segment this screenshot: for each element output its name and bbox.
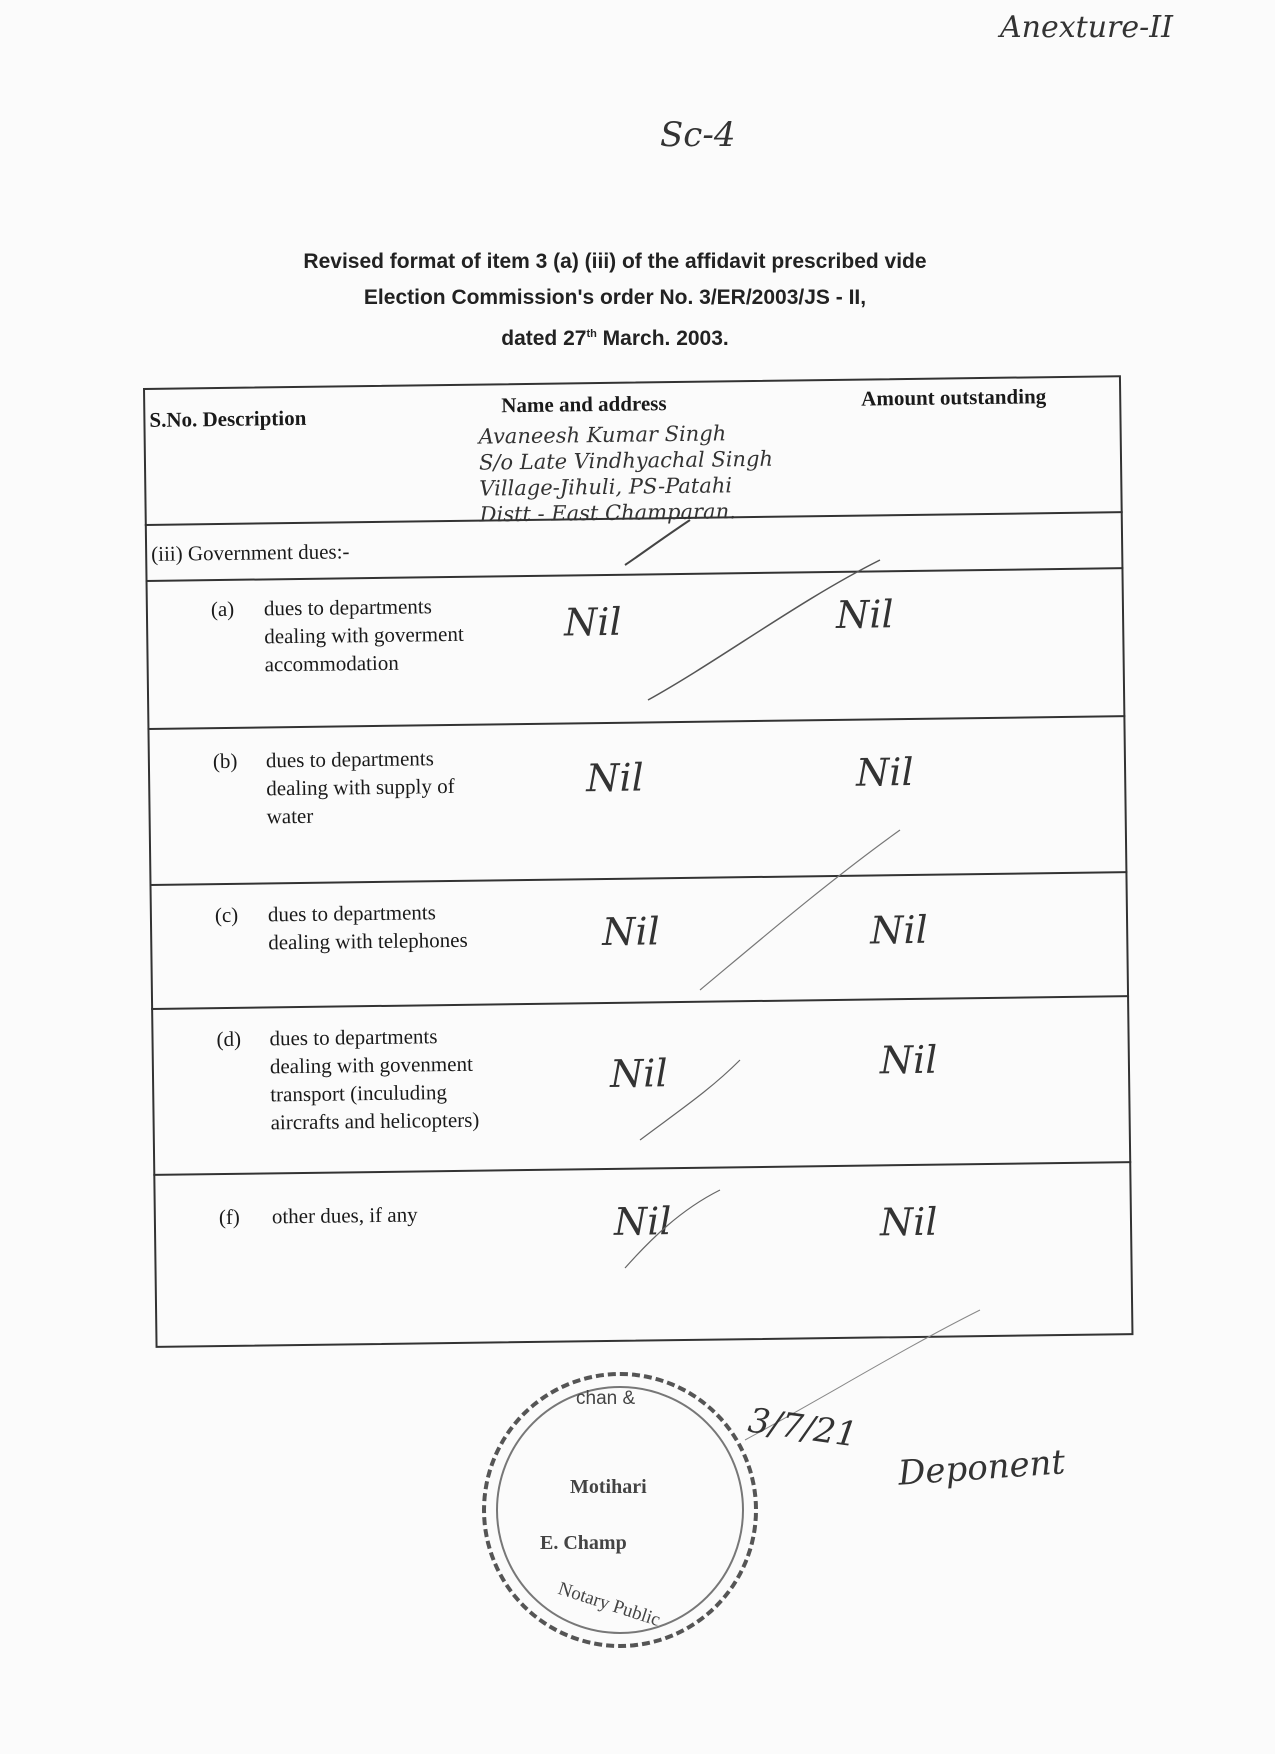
- initials: Sc-4: [660, 115, 736, 155]
- row-c-amount-value: Nil: [869, 907, 929, 953]
- pen-check-mark: [625, 520, 690, 565]
- header-sno-description: S.No. Description: [149, 405, 307, 432]
- deponent-signature: Deponent: [896, 1442, 1067, 1494]
- stamp-text-motihari: Motihari: [570, 1476, 647, 1498]
- row-f-description: other dues, if any: [271, 1202, 418, 1229]
- row-b-name-value: Nil: [585, 755, 644, 801]
- row-f-amount-value: Nil: [879, 1199, 938, 1245]
- row-b-amount-value: Nil: [855, 749, 914, 795]
- annexure-label: Anexture-II: [1000, 10, 1173, 45]
- row-a-name-value: Nil: [563, 599, 622, 645]
- row-c-label: (c): [214, 902, 239, 928]
- row-d-label: (d): [216, 1026, 242, 1052]
- row-a-description: dues to departments dealing with goverment accommodation: [263, 594, 464, 677]
- notary-stamp: [482, 1372, 758, 1648]
- row-c-name-value: Nil: [601, 909, 661, 955]
- row-f-name-value: Nil: [613, 1199, 672, 1244]
- stamp-text-top: chan &: [576, 1388, 636, 1409]
- row-b-description: dues to departments dealing with supply of water: [265, 746, 455, 829]
- name-address-entry: Avaneesh Kumar Singh S/o Late Vindhyachal Singh Village-Jihuli, PS-Patahi Distt - East Champaran.: [478, 421, 774, 527]
- header-amount-outstanding: Amount outstanding: [861, 384, 1047, 411]
- row-a-amount-value: Nil: [835, 592, 894, 637]
- pen-diagonal-stroke: [648, 560, 880, 700]
- pen-diagonal-stroke: [700, 830, 900, 990]
- signature-date: 3/7/21: [745, 1400, 860, 1456]
- pen-diagonal-stroke: [625, 1190, 720, 1268]
- row-d-amount-value: Nil: [879, 1037, 938, 1083]
- heading-line-2: Election Commission's order No. 3/ER/2003/JS - II,: [363, 286, 867, 309]
- row-c-description: dues to departments dealing with telephones: [267, 900, 468, 955]
- row-d-name-value: Nil: [609, 1051, 668, 1096]
- stamp-text-notary-public: Notary Public: [555, 1578, 663, 1631]
- row-d-description: dues to departments dealing with govenment transport (inculuding aircrafts and helicopters): [269, 1024, 480, 1135]
- stamp-text-champaran: E. Champ: [540, 1532, 627, 1554]
- row-a-label: (a): [210, 596, 235, 622]
- header-name-address: Name and address: [501, 391, 667, 418]
- row-b-label: (b): [212, 748, 238, 774]
- row-f-label: (f): [218, 1204, 240, 1230]
- heading-line-1: Revised format of item 3 (a) (iii) of the affidavit prescribed vide: [303, 250, 927, 273]
- pen-diagonal-stroke: [640, 1060, 740, 1140]
- section-government-dues: (iii) Government dues:-: [151, 539, 350, 566]
- heading-line-3: dated 27th March. 2003.: [501, 327, 729, 350]
